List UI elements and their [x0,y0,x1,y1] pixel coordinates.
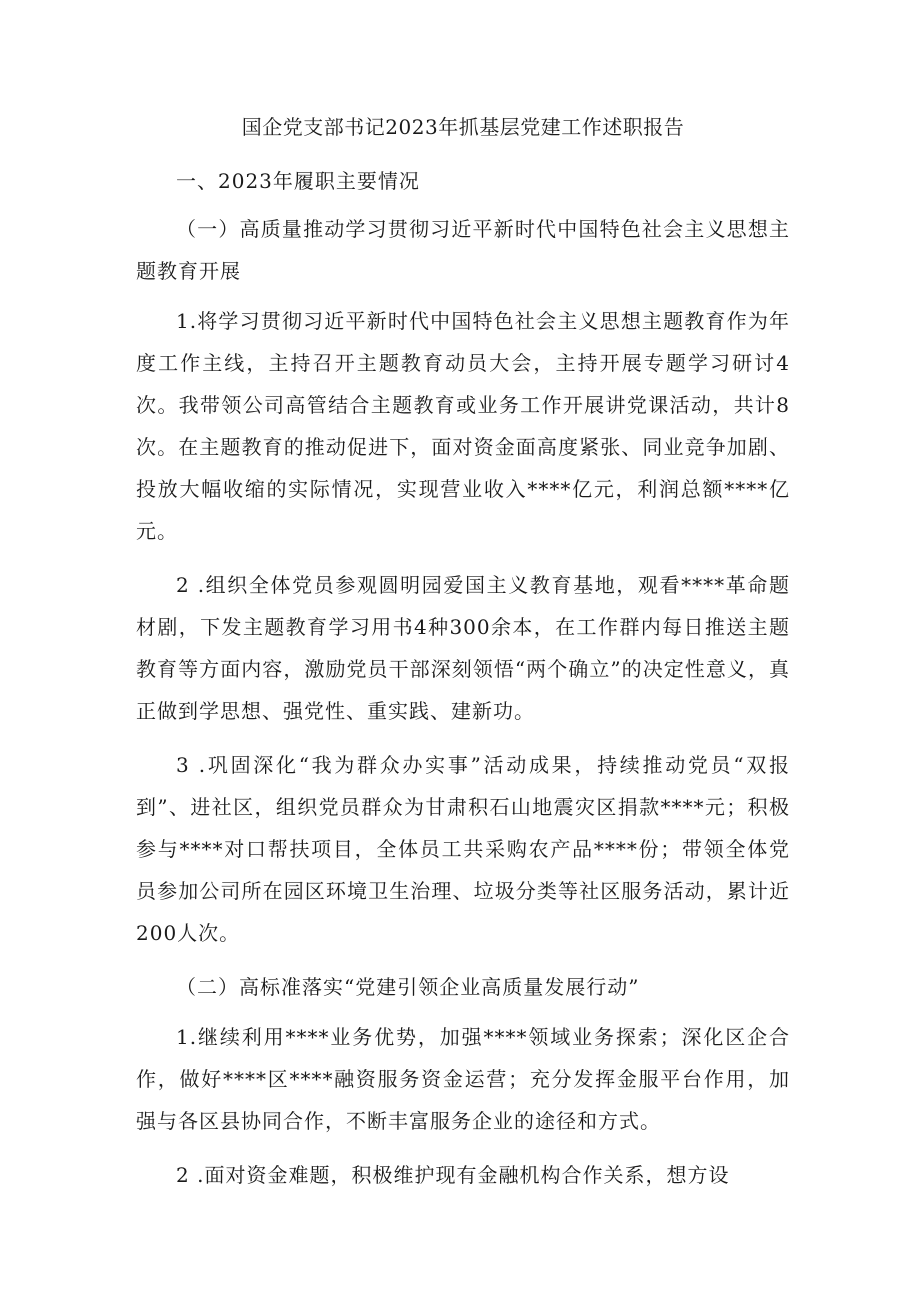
document-body [136,112,790,1196]
paragraph-1-3: 3 .巩固深化“我为群众办实事”活动成果，持续推动党员“双报到”、进社区，组织党员群众为甘肃积石山地震灾区捐款****元；积极参与****对口帮扶项目，全体员工共采购农产品****份；带领全体党员参加公司所在园区环境卫生治理、垃圾分类等社区服务活动，累计近200人次。 [136,753,790,945]
section-heading-1: 一、2023年履职主要情况 [176,169,420,193]
paragraph-1-1: 1.将学习贯彻习近平新时代中国特色社会主义思想主题教育作为年度工作主线，主持召开主题教育动员大会，主持开展专题学习研讨4次。我带领公司高管结合主题教育或业务工作开展讲党课活动，共计8次。在主题教育的推动促进下，面对资金面高度紧张、同业竞争加剧、投放大幅收缩的实际情况，实现营业收入****亿元，利润总额****亿元。 [136,309,790,543]
subsection-heading-1: （一）高质量推动学习贯彻习近平新时代中国特色社会主义思想主题教育开展 [136,217,790,283]
document-title: 国企党支部书记2023年抓基层党建工作述职报告 [241,115,685,139]
paragraph-1-2: 2 .组织全体党员参观圆明园爱国主义教育基地，观看****革命题材剧，下发主题教育学习用书4种300余本，在工作群内每日推送主题教育等方面内容，激励党员干部深刻领悟“两个确立”的决定性意义，真正做到学思想、强党性、重实践、建新功。 [136,573,790,723]
paragraph-2-1: 1.继续利用****业务优势，加强****领域业务探索；深化区企合作，做好****区****融资服务资金运营；充分发挥金服平台作用，加强与各区县协同合作，不断丰富服务企业的途径和方式。 [136,1025,790,1133]
subsection-heading-2: （二）高标准落实“党建引领企业高质量发展行动” [176,975,640,999]
paragraph-2-2: 2 .面对资金难题，积极维护现有金融机构合作关系，想方设 [176,1163,730,1187]
